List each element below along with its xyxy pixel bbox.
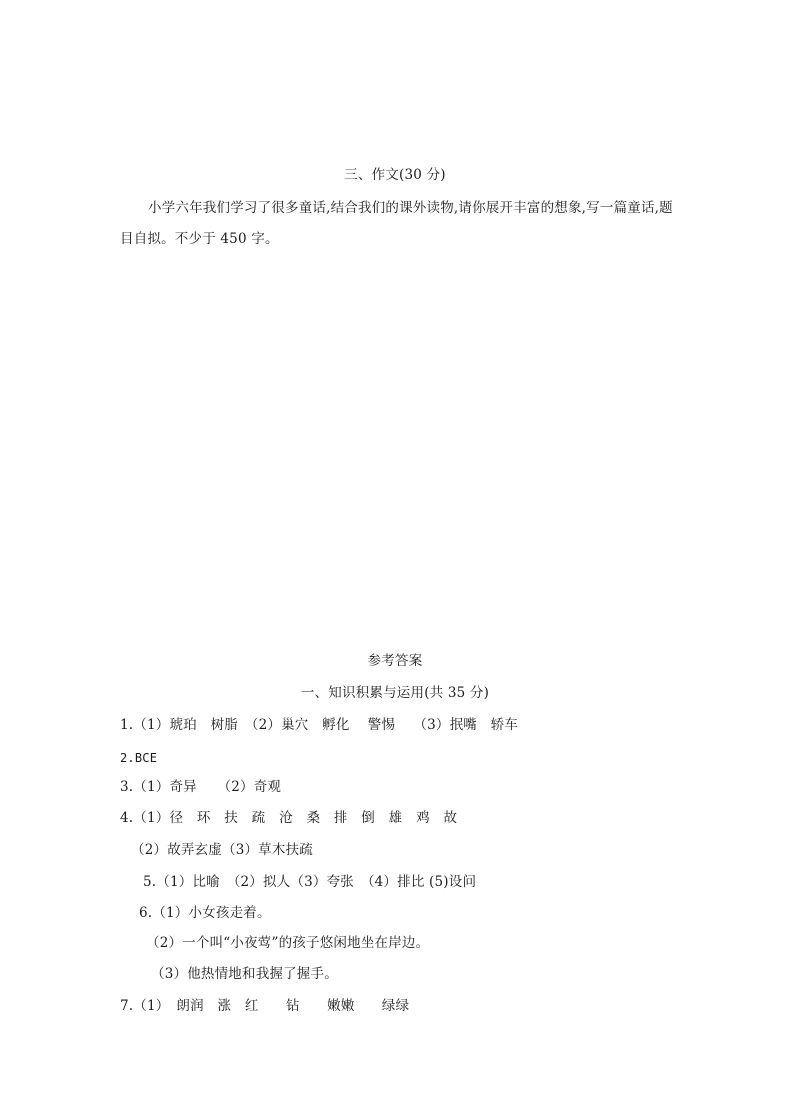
answer-item-6: 6.（1）小女孩走着。 <box>139 905 271 921</box>
section1-heading: 一、知识积累与运用(共 35 分) <box>300 685 490 701</box>
answer-item-6-sub-2: （2）一个叫“小夜莺”的孩子悠闲地坐在岸边。 <box>146 935 430 951</box>
answer-item-5: 5.（1）比喻 （2）拟人（3）夸张 （4）排比 (5)设问 <box>143 874 477 890</box>
answer-item-6-sub-3: （3）他热情地和我握了握手。 <box>151 966 338 982</box>
answers-title: 参考答案 <box>367 653 423 669</box>
answer-item-7: 7.（1） 朗润 涨 红 钻 嫩嫩 绿绿 <box>120 998 410 1014</box>
answer-item-4-sub: （2）故弄玄虚（3）草木扶疏 <box>131 842 313 858</box>
answer-item-1: 1.（1）琥珀 树脂 （2）巢穴 孵化 警惕 （3）抿嘴 轿车 <box>120 717 519 733</box>
composition-prompt: 小学六年我们学习了很多童话,结合我们的课外读物,请你展开丰富的想象,写一篇童话,题目自拟。不少于 450 字。 <box>120 200 673 247</box>
composition-heading: 三、作文(30 分) <box>344 167 446 183</box>
answer-item-3: 3.（1）奇异 （2）奇观 <box>120 779 282 795</box>
answer-item-2: 2.BCE <box>120 751 158 765</box>
answer-item-4: 4.（1）径 环 扶 疏 沧 桑 排 倒 雄 鸡 故 <box>120 810 458 826</box>
